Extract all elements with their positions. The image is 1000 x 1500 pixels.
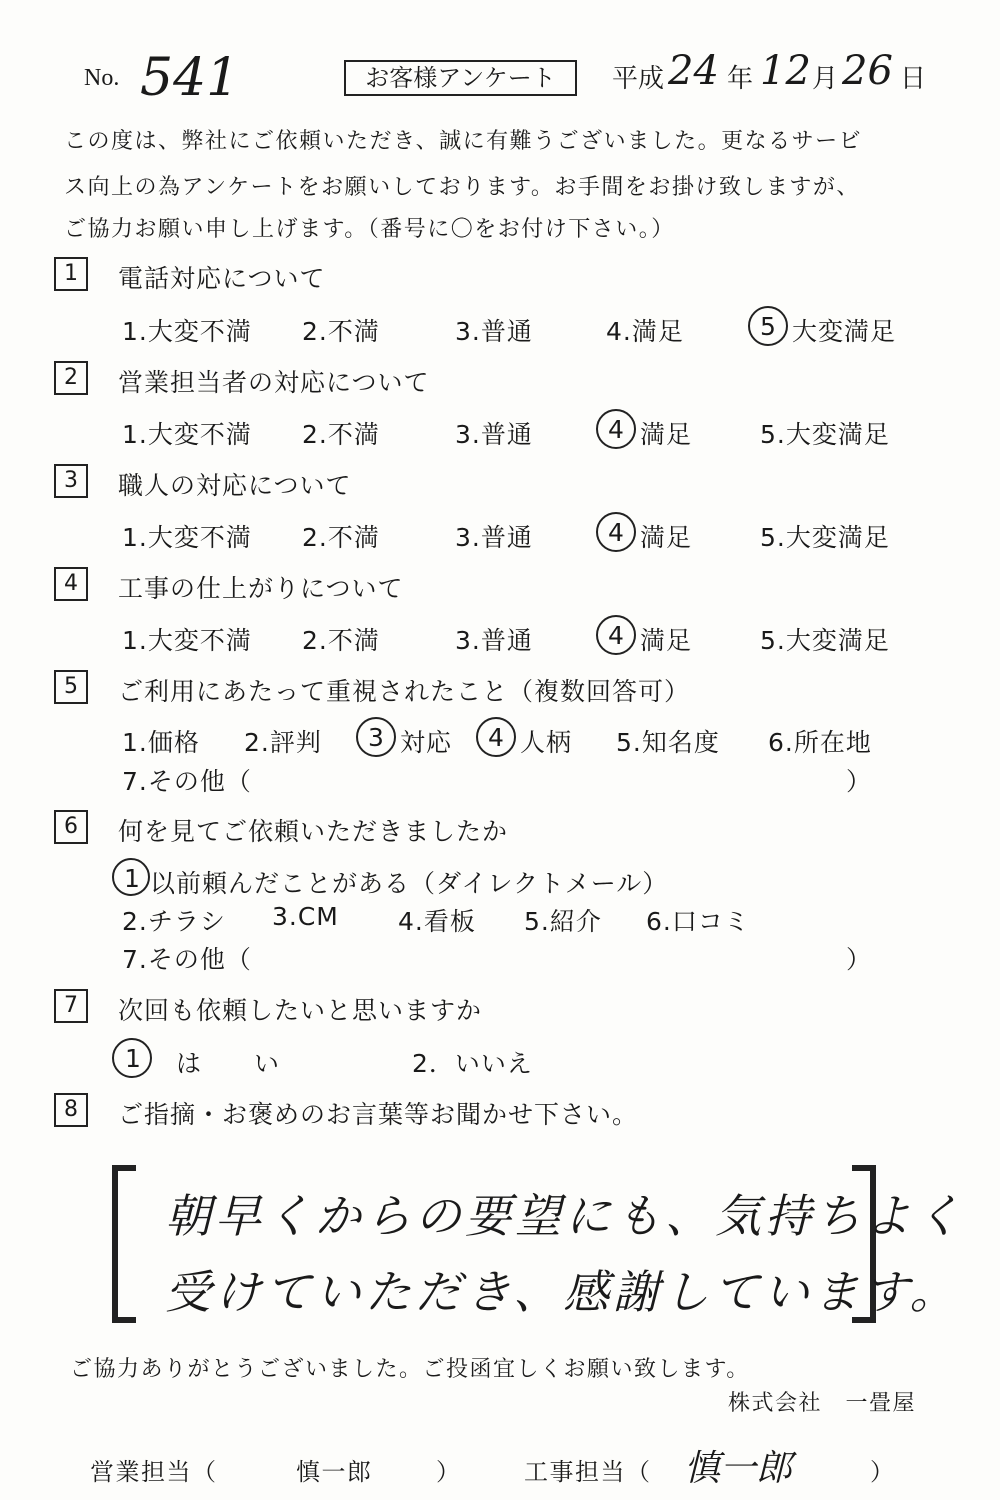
date-day-unit: 日 [900,64,927,94]
question-3-number: 3 [54,464,88,498]
q5-option-5[interactable]: 5.知名度 [616,728,720,757]
q2-option-5[interactable]: 5.大変満足 [760,420,890,449]
question-1-text: 電話対応について [118,264,326,293]
q6-option-other-close: ） [846,945,873,974]
q6-option-1-label[interactable]: 以前頼んだことがある（ダイレクトメール） [150,869,669,898]
q5-option-1[interactable]: 1.価格 [122,728,200,757]
q5-option-other[interactable]: 7.その他（ [122,767,252,796]
q6-option-2[interactable]: 2.チラシ [122,907,226,936]
q6-option-other[interactable]: 7.その他（ [122,945,252,974]
q2-option-1[interactable]: 1.大変不満 [122,420,252,449]
q1-option-1[interactable]: 1.大変不満 [122,317,252,346]
q1-option-3[interactable]: 3.普通 [455,317,533,346]
sales-staff-label: 営業担当（ [90,1458,218,1486]
question-7-text: 次回も依頼したいと思いますか [118,996,483,1025]
comment-line-1: 朝早くからの要望にも、気持ちよく [165,1189,965,1243]
construction-staff-close: ） [870,1458,896,1486]
question-8-number: 8 [54,1093,88,1127]
q7-option-1-label[interactable]: は い [176,1049,281,1078]
q2-option-2[interactable]: 2.不満 [302,420,380,449]
q3-option-4-number[interactable]: 4 [608,518,625,547]
question-5-number: 5 [54,670,88,704]
q5-option-2[interactable]: 2.評判 [244,728,322,757]
q1-option-4[interactable]: 4.満足 [606,317,684,346]
survey-title: お客様アンケート [344,60,577,96]
date-era: 平成 [612,64,665,94]
question-2-number: 2 [54,361,88,395]
question-5-text: ご利用にあたって重視されたこと（複数回答可） [118,677,691,706]
q3-option-3[interactable]: 3.普通 [455,523,533,552]
question-4-text: 工事の仕上がりについて [118,574,404,603]
q3-option-1[interactable]: 1.大変不満 [122,523,252,552]
comment-line-2: 受けていただき、感謝しています。 [165,1265,960,1319]
q7-option-1-number[interactable]: 1 [125,1044,142,1073]
q5-option-3-number[interactable]: 3 [368,723,385,752]
footer-thanks: ご協力ありがとうございました。ご投函宜しくお願い致します。 [70,1357,750,1382]
question-1-number: 1 [54,257,88,291]
company-name: 株式会社 一畳屋 [728,1391,917,1416]
question-6-text: 何を見てご依頼いただきましたか [118,817,509,846]
comment-bracket-left [112,1165,136,1323]
q1-option-5-label[interactable]: 大変満足 [792,317,897,346]
q2-option-4-number[interactable]: 4 [608,415,625,444]
q3-option-4-label[interactable]: 満足 [640,523,693,552]
question-8-text: ご指摘・お褒めのお言葉等お聞かせ下さい。 [118,1100,639,1129]
q5-option-4-number[interactable]: 4 [488,723,505,752]
question-4-number: 4 [54,567,88,601]
q7-option-2[interactable]: 2．いいえ [412,1049,533,1078]
intro-line-3: ご協力お願い申し上げます。（番号に〇をお付け下さい。） [64,217,675,242]
q4-option-2[interactable]: 2.不満 [302,626,380,655]
sales-staff-close: ） [436,1458,462,1486]
sales-staff-name: 慎一郎 [296,1458,373,1486]
q2-option-4-label[interactable]: 満足 [640,420,693,449]
construction-staff-label: 工事担当（ [524,1458,652,1486]
q4-option-4-number[interactable]: 4 [608,621,625,650]
q1-option-2[interactable]: 2.不満 [302,317,380,346]
date-day: 26 [842,48,893,94]
q3-option-5[interactable]: 5.大変満足 [760,523,890,552]
q5-option-4-label[interactable]: 人柄 [520,728,573,757]
q6-option-1-number[interactable]: 1 [124,864,141,893]
q5-option-other-close: ） [846,767,873,796]
number-label: No. [84,65,120,91]
q6-option-4[interactable]: 4.看板 [398,907,476,936]
survey-number: 541 [140,48,240,108]
q6-option-6[interactable]: 6.口コミ [646,907,750,936]
construction-staff-name: 慎一郎 [684,1448,793,1489]
q5-option-6[interactable]: 6.所在地 [768,728,872,757]
q4-option-5[interactable]: 5.大変満足 [760,626,890,655]
question-2-text: 営業担当者の対応について [118,368,430,397]
q3-option-2[interactable]: 2.不満 [302,523,380,552]
date-year-unit: 年 [727,64,754,94]
q1-option-5-number[interactable]: 5 [760,312,777,341]
q2-option-3[interactable]: 3.普通 [455,420,533,449]
q5-option-3-label[interactable]: 対応 [400,728,453,757]
date-month-unit: 月 [812,64,839,94]
question-6-number: 6 [54,810,88,844]
question-7-number: 7 [54,989,88,1023]
date-year: 24 [668,48,719,94]
q4-option-3[interactable]: 3.普通 [455,626,533,655]
question-3-text: 職人の対応について [118,471,352,500]
intro-line-1: この度は、弊社にご依頼いただき、誠に有難うございました。更なるサービ [64,129,863,154]
intro-line-2: ス向上の為アンケートをお願いしております。お手間をお掛け致しますが、 [64,175,860,200]
q6-option-3[interactable]: 3.CM [272,902,339,931]
q4-option-1[interactable]: 1.大変不満 [122,626,252,655]
date-month: 12 [760,48,811,94]
q4-option-4-label[interactable]: 満足 [640,626,693,655]
q6-option-5[interactable]: 5.紹介 [524,907,602,936]
